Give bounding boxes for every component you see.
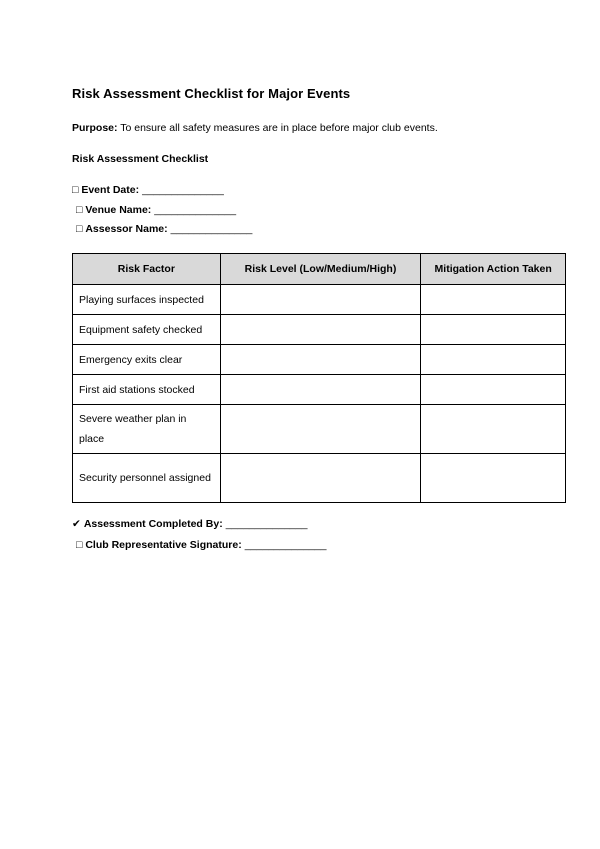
checkbox-icon: □ — [72, 184, 79, 196]
risk-level-cell — [220, 454, 421, 503]
venue-name-blank: ______________ — [154, 204, 237, 216]
mitigation-action-cell — [421, 285, 566, 315]
risk-factor-cell: Severe weather plan in place — [73, 405, 221, 454]
mitigation-action-cell — [421, 345, 566, 375]
venue-name-label: Venue Name: — [85, 204, 152, 216]
checkbox-icon: □ — [76, 539, 83, 551]
document-title: Risk Assessment Checklist for Major Events — [72, 86, 351, 101]
club-signature-label: Club Representative Signature: — [85, 539, 242, 551]
checkmark-icon: ✔ — [72, 518, 81, 530]
mitigation-action-cell — [421, 454, 566, 503]
risk-level-cell — [220, 375, 421, 405]
table-row — [73, 375, 566, 405]
assessor-name-label: Assessor Name: — [85, 223, 168, 235]
risk-level-cell — [220, 405, 421, 454]
table-row — [73, 285, 566, 315]
table-row — [73, 405, 566, 454]
purpose-statement — [72, 122, 438, 134]
checkbox-icon: □ — [76, 204, 83, 216]
risk-factor-cell: First aid stations stocked — [73, 375, 221, 405]
assessor-name-field — [76, 223, 252, 235]
assessment-completed-label: Assessment Completed By: — [83, 518, 223, 530]
header-risk-factor: Risk Factor — [73, 254, 221, 285]
section-heading: Risk Assessment Checklist — [72, 153, 209, 165]
risk-factor-cell: Equipment safety checked — [73, 315, 221, 345]
risk-checklist-table — [72, 253, 566, 503]
purpose-label: Purpose: — [72, 122, 118, 134]
risk-level-cell — [220, 285, 421, 315]
assessor-name-blank: ______________ — [170, 223, 253, 235]
event-date-field — [72, 184, 224, 196]
event-date-blank: ______________ — [142, 184, 224, 196]
purpose-text: To ensure all safety measures are in place before major club events. — [120, 122, 438, 134]
table-row — [73, 345, 566, 375]
assessment-completed-blank: ______________ — [225, 518, 308, 530]
risk-level-cell — [220, 345, 421, 375]
club-signature-blank: ______________ — [244, 539, 327, 551]
risk-factor-cell: Playing surfaces inspected — [73, 285, 221, 315]
table-row — [73, 315, 566, 345]
table-row — [73, 454, 566, 503]
assessment-completed-field — [72, 518, 307, 530]
risk-factor-cell: Security personnel assigned — [73, 454, 221, 503]
club-signature-field — [76, 539, 326, 551]
venue-name-field — [76, 204, 236, 216]
risk-factor-cell: Emergency exits clear — [73, 345, 221, 375]
header-mitigation-action: Mitigation Action Taken — [421, 254, 566, 285]
mitigation-action-cell — [421, 405, 566, 454]
event-date-label: Event Date: — [81, 184, 140, 196]
header-risk-level: Risk Level (Low/Medium/High) — [220, 254, 421, 285]
risk-level-cell — [220, 315, 421, 345]
mitigation-action-cell — [421, 315, 566, 345]
table-header-row — [73, 254, 566, 285]
mitigation-action-cell — [421, 375, 566, 405]
checkbox-icon: □ — [76, 223, 83, 235]
